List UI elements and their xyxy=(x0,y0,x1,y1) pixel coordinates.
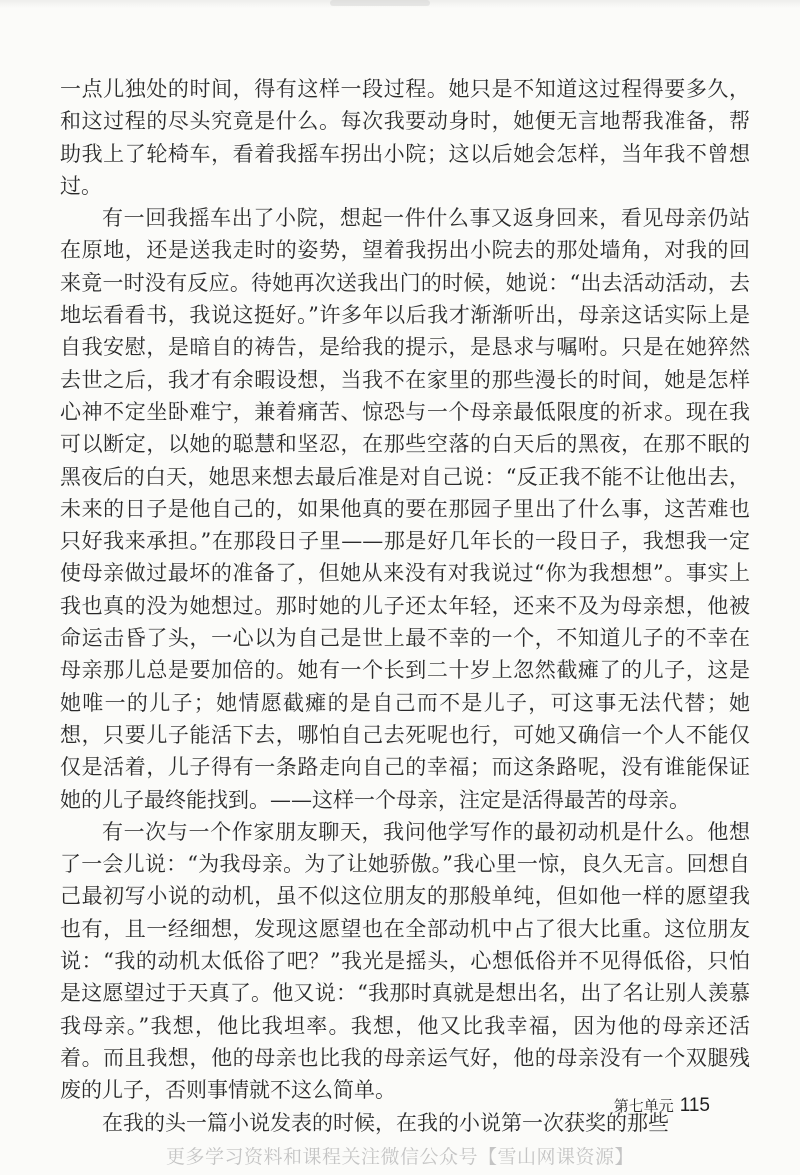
body-text xyxy=(60,73,750,1139)
unit-label: 第七单元 xyxy=(613,1097,674,1115)
paragraph-3: 有一次与一个作家朋友聊天，我问他学写作的最初动机是什么。他想了一会儿说：“为我母亲。为了让她骄傲。”我心里一惊，良久无言。回想自己最初写小说的动机，虽不似这位朋友的那般单纯，但如他一样的愿望我也有，且一经细想，发现这愿望也在全部动机中占了很大比重。这位朋友说：“我的动机太低俗了吧？”我光是摇头，心想低俗并不见得低俗，只怕是这愿望过于天真了。他又说：“我那时真就是想出名，出了名让别人羡慕我母亲。”我想，他比我坦率。我想，他又比我幸福，因为他的母亲还活着。而且我想，他的母亲也比我的母亲运气好，他的母亲没有一个双腿残废的儿子，否则事情就不这么简单。 xyxy=(60,819,750,1103)
paragraph-2: 有一回我摇车出了小院，想起一件什么事又返身回来，看见母亲仍站在原地，还是送我走时的姿势，望着我拐出小院去的那处墙角，对我的回来竟一时没有反应。待她再次送我出门的时候，她说：“出去活动活动，去地坛看看书，我说这挺好。”许多年以后我才渐渐听出，母亲这话实际上是自我安慰，是暗自的祷告，是给我的提示，是恳求与嘱咐。只是在她猝然去世之后，我才有余暇设想，当我不在家里的那些漫长的时间，她是怎样心神不定坐卧难宁，兼着痛苦、惊恐与一个母亲最低限度的祈求。现在我可以断定，以她的聪慧和坚忍，在那些空落的白天后的黑夜，在那不眠的黑夜后的白天，她思来想去最后准是对自己说：“反正我不能不让他出去，未来的日子是他自己的，如果他真的要在那园子里出了什么事，这苦难也只好我来承担。”在那段日子里——那是好几年长的一段日子，我想我一定使母亲做过最坏的准备了，但她从来没有对我说过“你为我想想”。事实上我也真的没为她想过。那时她的儿子还太年轻，还来不及为母亲想，他被命运击昏了头，一心以为自己是世上最不幸的一个，不知道儿子的不幸在母亲那儿总是要加倍的。她有一个长到二十岁上忽然截瘫了的儿子，这是她唯一的儿子；她情愿截瘫的是自己而不是儿子，可这事无法代替；她想，只要儿子能活下去，哪怕自己去死呢也行，可她又确信一个人不能仅仅是活着，儿子得有一条路走向自己的幸福；而这条路呢，没有谁能保证她的儿子最终能找到。——这样一个母亲，注定是活得最苦的母亲。 xyxy=(60,206,750,812)
watermark-text: 更多学习资料和课程关注微信公众号【雪山网课资源】 xyxy=(165,1146,634,1168)
page-number: 115 xyxy=(679,1095,710,1116)
paragraph-4: 在我的头一篇小说发表的时候，在我的小说第一次获奖的那些 xyxy=(102,1110,669,1135)
scan-smudge xyxy=(330,0,430,6)
page-footer xyxy=(614,1095,710,1117)
paragraph-1: 一点儿独处的时间，得有这样一段过程。她只是不知道这过程得要多久，和这过程的尽头究竟是什么。每次我要动身时，她便无言地帮我准备，帮助我上了轮椅车，看着我摇车拐出小院；这以后她会怎样，当年我不曾想过。 xyxy=(60,77,750,198)
